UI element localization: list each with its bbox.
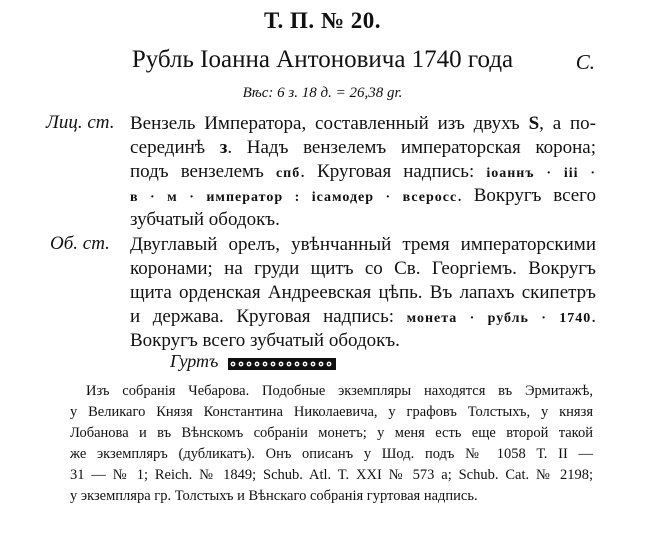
obverse-text: , а по- xyxy=(539,113,596,134)
reverse-text: и держава. Круговая надпись: xyxy=(130,306,407,327)
reverse-line xyxy=(130,329,596,353)
coin-weight: Вѣс: 6 з. 18 д. = 26,38 gr. xyxy=(242,85,403,101)
obverse-legend: іоаннъ · ііі · xyxy=(486,166,596,181)
reverse-line xyxy=(130,233,596,257)
obverse-text: зубчатый ободокъ. xyxy=(130,209,280,230)
catalog-number-heading: Т. П. № 20. xyxy=(263,8,382,33)
provenance-note-line: же экземпляръ (дубликатъ). Онъ описанъ у Шод. подъ № 1058 Т. II — xyxy=(70,446,593,462)
obverse-line xyxy=(130,160,596,186)
reverse-text: щита орденская Андреевская цѣпь. Въ лапахъ скипетръ xyxy=(130,282,596,303)
reverse-label: Об. ст. xyxy=(50,233,110,254)
obverse-line xyxy=(130,208,596,232)
obverse-legend: в · м · император : ісамодер · всеросс xyxy=(130,190,458,205)
provenance-note-line: 31 — № 1; Reich. № 1849; Schub. Atl. T. XXI № 573 a; Schub. Cat. № 2198; xyxy=(70,467,593,483)
edge-label: Гуртъ xyxy=(170,351,219,371)
obverse-text: . Надъ вензелемъ императорская корона; xyxy=(227,137,596,158)
reverse-line xyxy=(130,257,596,281)
obverse-text: подъ вензелемъ xyxy=(130,161,276,182)
obverse-center-letter: з xyxy=(219,137,228,158)
provenance-note-line: у Великаго Князя Константина Николаевича, у графовъ Толстыхъ, у князя xyxy=(70,404,593,420)
obverse-line xyxy=(130,184,596,210)
reverse-text: Вокругъ всего зубчатый ободокъ. xyxy=(130,330,400,351)
provenance-note-line: у экземпляра гр. Толстыхъ и Вѣнскаго собранія гуртовая надпись. xyxy=(70,488,478,504)
reverse-text: коронами; на груди щитъ со Св. Георгіемъ. Вокругъ xyxy=(130,258,596,279)
coin-title: Рубль Іоанна Антоновича 1740 года xyxy=(131,46,514,73)
obverse-line xyxy=(130,136,596,160)
obverse-text: . Вокругъ всего xyxy=(457,185,596,206)
rarity-mark: С. xyxy=(575,50,595,74)
obverse-text: Вензель Императора, составленный изъ двухъ xyxy=(130,113,529,134)
provenance-note-line: Лобанова и въ Вѣнскомъ собраніи монетъ; у меня есть еще второй такой xyxy=(70,425,593,441)
obverse-text: серединѣ xyxy=(130,137,220,158)
edge-ornament-graphic xyxy=(228,358,336,370)
reverse-legend: монета · рубль · 1740 xyxy=(406,311,592,326)
provenance-note-line: Изъ собранія Чебарова. Подобные экземпляры находятся въ Эрмитажѣ, xyxy=(86,383,593,399)
obverse-text: . Круговая надпись: xyxy=(300,161,487,182)
obverse-label: Лиц. ст. xyxy=(46,112,115,133)
reverse-line xyxy=(130,281,596,305)
obverse-line xyxy=(130,112,596,136)
reverse-line xyxy=(130,305,596,331)
reverse-text: Двуглавый орелъ, увѣнчанный тремя императорскими xyxy=(130,234,596,255)
obverse-monogram-letter: Ѕ xyxy=(528,113,540,134)
mint-mark-spb: спб xyxy=(275,166,301,181)
reverse-text: . xyxy=(591,306,596,327)
